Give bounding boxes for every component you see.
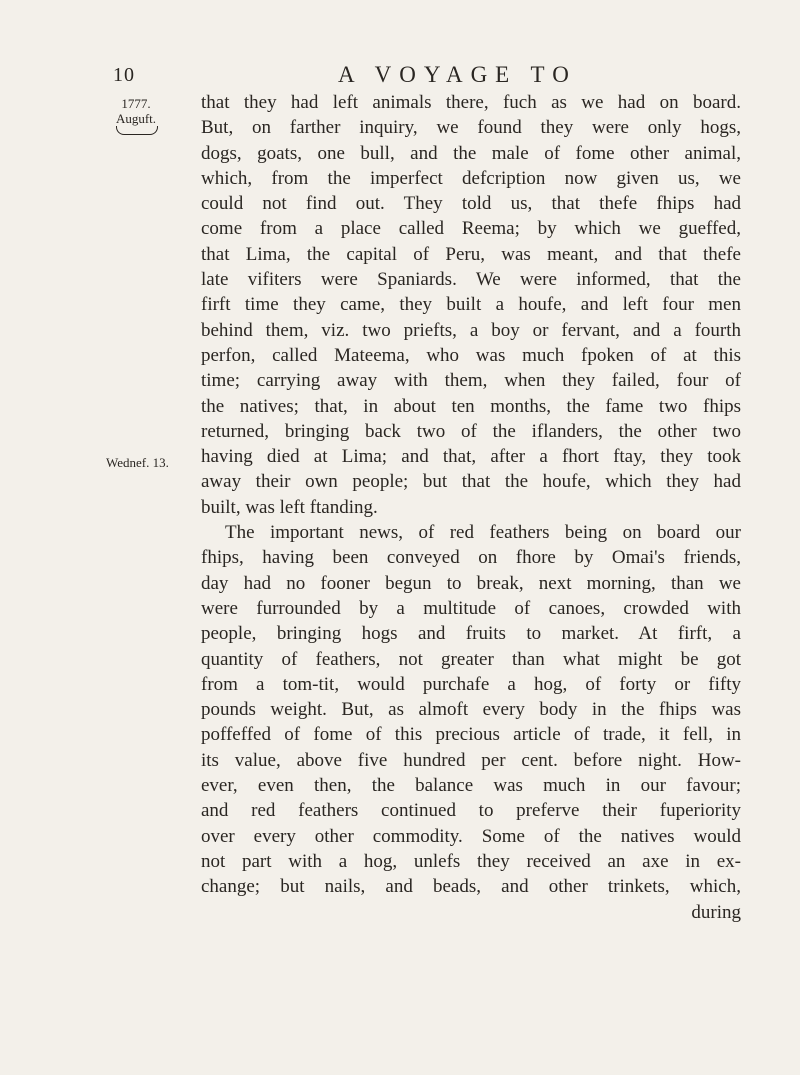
text-line: day had no fooner begun to break, next morning, than we: [201, 572, 741, 594]
text-line: its value, above five hundred per cent. before night. How-: [201, 749, 741, 771]
text-line: The important news, of red feathers being on board our: [225, 522, 741, 544]
margin-note-year: 1777.: [121, 96, 151, 111]
text-line: dogs, goats, one bull, and the male of fome other animal,: [201, 142, 741, 164]
text-line: from a tom-tit, would purchafe a hog, of forty or fifty: [201, 673, 741, 695]
text-line: people, bringing hogs and fruits to market. At firft, a: [201, 623, 741, 645]
text-line: over every other commodity. Some of the natives would: [201, 825, 741, 847]
text-line: pounds weight. But, as almoft every body in the fhips was: [201, 699, 741, 721]
text-line: come from a place called Reema; by which we gueffed,: [201, 218, 741, 240]
catchword: during: [691, 901, 741, 923]
text-line: poffeffed of fome of this precious article of trade, it fell, in: [201, 724, 741, 746]
text-line: having died at Lima; and that, after a fhort ftay, they took: [201, 446, 741, 468]
text-line: change; but nails, and beads, and other trinkets, which,: [201, 876, 741, 898]
margin-note-month: Auguft.: [115, 111, 157, 126]
text-line: perfon, called Mateema, who was much fpoken of at this: [201, 344, 741, 366]
page-number: 10: [113, 64, 135, 86]
text-line: firft time they came, they built a houfe, and left four men: [201, 294, 741, 316]
text-line: time; carrying away with them, when they failed, four of: [201, 370, 741, 392]
text-line: fhips, having been conveyed on fhore by Omai's friends,: [201, 547, 741, 569]
text-line: could not find out. They told us, that thefe fhips had: [201, 193, 741, 215]
text-line: were furrounded by a multitude of canoes, crowded with: [201, 597, 741, 619]
margin-note-day: Wednef. 13.: [106, 455, 169, 470]
body-text: [201, 90, 741, 925]
text-line: that Lima, the capital of Peru, was meant, and that thefe: [201, 243, 741, 265]
text-line: late vifiters were Spaniards. We were informed, that the: [201, 269, 741, 291]
text-line: ever, even then, the balance was much in our favour;: [201, 775, 741, 797]
text-line: which, from the imperfect defcription now given us, we: [201, 167, 741, 189]
margin-brace: [116, 126, 158, 135]
text-line: But, on farther inquiry, we found they were only hogs,: [201, 117, 741, 139]
text-line: away their own people; but that the houfe, which they had: [201, 471, 741, 493]
text-line: and red feathers continued to preferve their fuperiority: [201, 800, 741, 822]
text-line: built, was left ftanding.: [201, 496, 378, 518]
text-line: returned, bringing back two of the iflanders, the other two: [201, 420, 741, 442]
text-line: the natives; that, in about ten months, the fame two fhips: [201, 395, 741, 417]
running-title: A VOYAGE TO: [338, 62, 577, 87]
text-line: that they had left animals there, fuch as we had on board.: [201, 92, 741, 113]
text-line: behind them, viz. two priefts, a boy or fervant, and a fourth: [201, 319, 741, 341]
text-line: quantity of feathers, not greater than what might be got: [201, 648, 741, 670]
text-line: not part with a hog, unlefs they received an axe in ex-: [201, 850, 741, 872]
